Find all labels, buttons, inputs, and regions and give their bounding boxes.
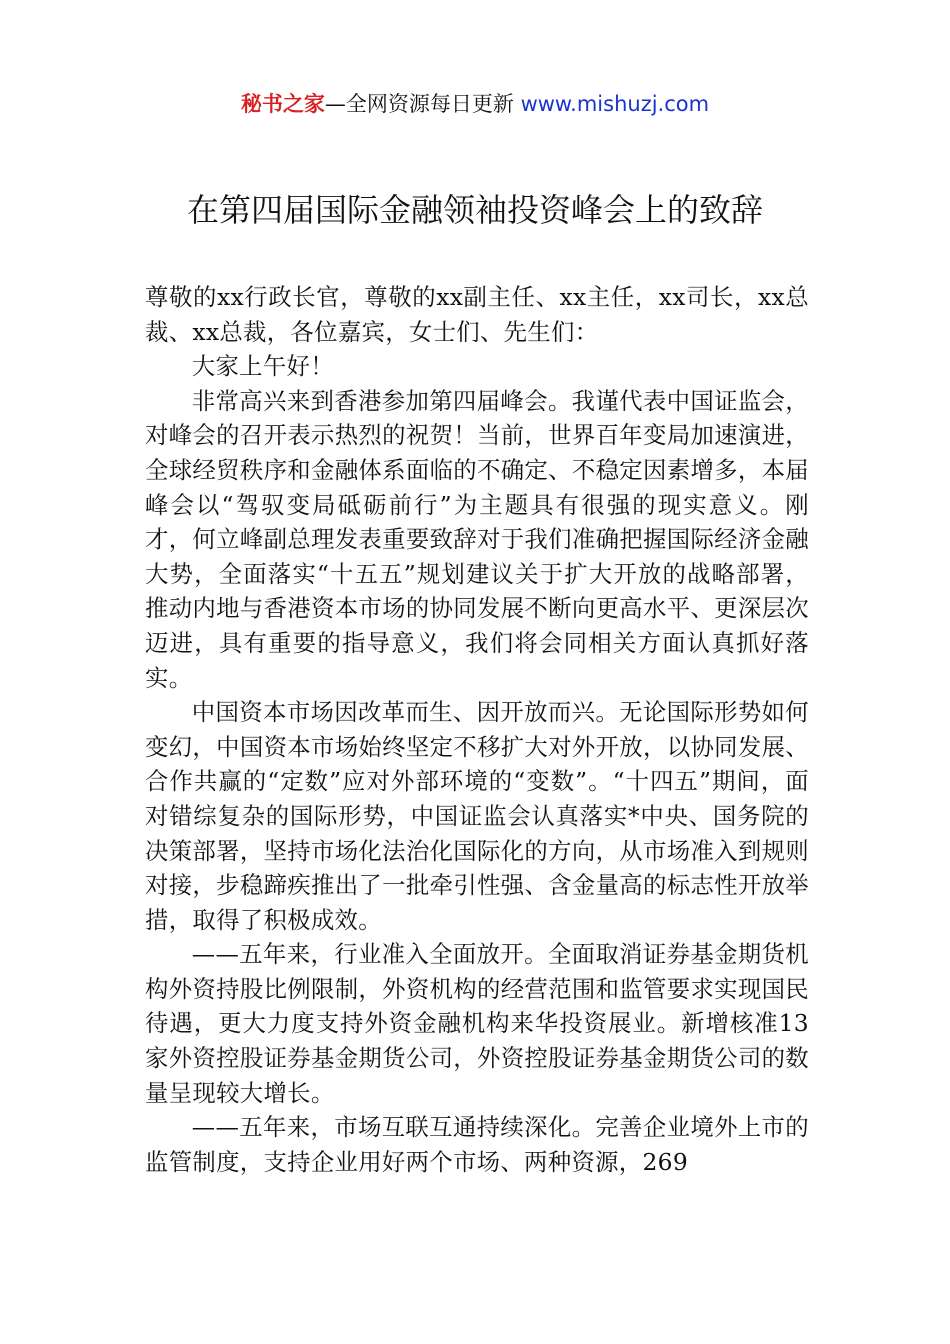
brand-name: 秘书之家: [240, 92, 325, 116]
document-title: 在第四届国际金融领袖投资峰会上的致辞: [186, 191, 763, 229]
body-paragraph: ——五年来，行业准入全面放开。全面取消证券基金期货机构外资持股比例限制，外资机构的经营范围和监管要求实现国民待遇，更大力度支持外资金融机构来华投资展业。新增核准13家外资控股证券基金期货公司，外资控股证券基金期货公司的数量呈现较大增长。: [145, 940, 809, 1107]
site-header: [0, 88, 950, 120]
body-paragraph: 中国资本市场因改革而生、因开放而兴。无论国际形势如何变幻，中国资本市场始终坚定不移扩大对外开放，以协同发展、合作共赢的“定数”应对外部环境的“变数”。“十四五”期间，面对错综复杂的国际形势，中国证监会认真落实*中央、国务院的决策部署，坚持市场化法治化国际化的方向，从市场准入到规则对接，步稳蹄疾推出了一批牵引性强、含金量高的标志性开放举措，取得了积极成效。: [145, 698, 809, 934]
greeting-paragraph: 大家上午好！: [191, 352, 334, 381]
body-paragraph: ——五年来，市场互联互通持续深化。完善企业境外上市的监管制度，支持企业用好两个市场、两种资源，269: [145, 1113, 809, 1176]
salutation-paragraph: 尊敬的xx行政长官，尊敬的xx副主任、xx主任，xx司长，xx总裁、xx总裁，各位嘉宾，女士们、先生们：: [145, 283, 809, 346]
document-body: [145, 280, 809, 1179]
site-url-link[interactable]: www.mishuzj.com: [520, 92, 710, 116]
header-tagline: —全网资源每日更新: [324, 92, 521, 116]
body-paragraph: 非常高兴来到香港参加第四届峰会。我谨代表中国证监会，对峰会的召开表示热烈的祝贺！当前，世界百年变局加速演进，全球经贸秩序和金融体系面临的不确定、不稳定因素增多，本届峰会以“驾驭变局砥砺前行”为主题具有很强的现实意义。刚才，何立峰副总理发表重要致辞对于我们准确把握国际经济金融大势，全面落实“十五五”规划建议关于扩大开放的战略部署，推动内地与香港资本市场的协同发展不断向更高水平、更深层次迈进，具有重要的指导意义，我们将会同相关方面认真抓好落实。: [145, 386, 809, 692]
